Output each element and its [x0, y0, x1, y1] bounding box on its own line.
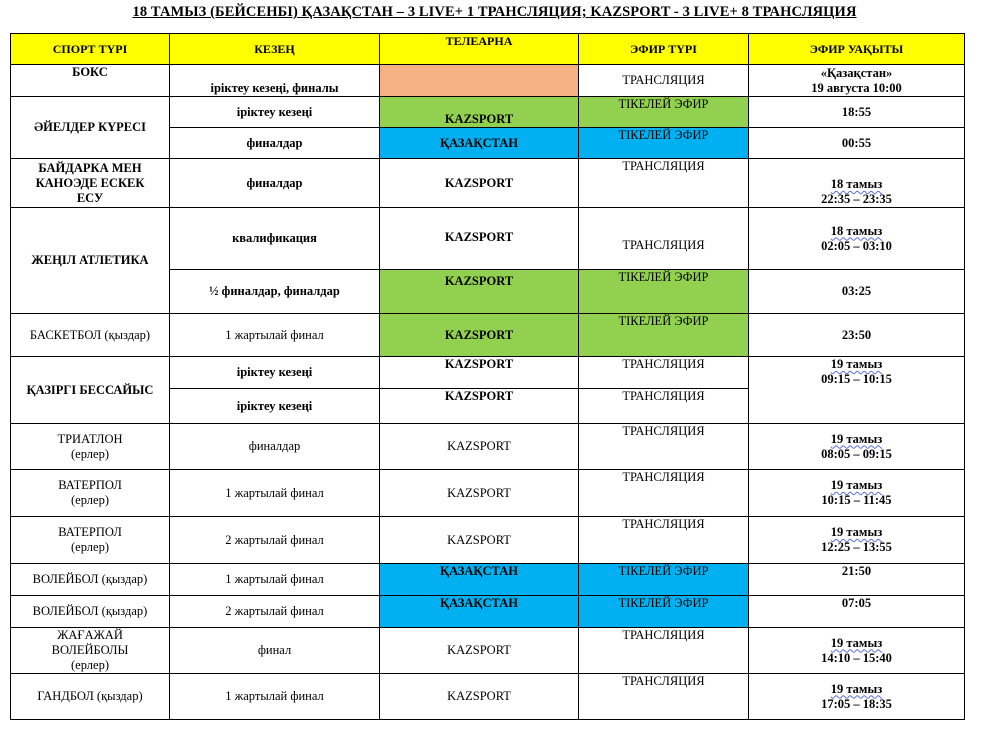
header-time: ЭФИР УАҚЫТЫ [749, 34, 965, 65]
type-cell: ТРАНСЛЯЦИЯ [579, 208, 749, 270]
header-type: ЭФИР ТҮРІ [579, 34, 749, 65]
type-cell: ТРАНСЛЯЦИЯ [579, 424, 749, 470]
type-cell: ТІКЕЛЕЙ ЭФИР [579, 128, 749, 159]
sport-line: ВОЛЕЙБОЛЫ [51, 643, 129, 657]
time-date: 19 тамыз [830, 525, 883, 539]
time-cell [749, 674, 965, 720]
type-cell: ТРАНСЛЯЦИЯ [579, 65, 749, 97]
sport-cell [11, 517, 170, 564]
type-cell: ТРАНСЛЯЦИЯ [579, 628, 749, 674]
channel-cell: KAZSPORT [380, 674, 579, 720]
sport-cell [11, 470, 170, 517]
header-stage: КЕЗЕҢ [170, 34, 380, 65]
time-cell: 00:55 [749, 128, 965, 159]
sport-cell: ВОЛЕЙБОЛ (қыздар) [11, 596, 170, 628]
sport-cell [11, 628, 170, 674]
table-row [11, 357, 965, 389]
sport-cell: ВОЛЕЙБОЛ (қыздар) [11, 564, 170, 596]
channel-cell: KAZSPORT [380, 517, 579, 564]
stage-cell: финал [170, 628, 380, 674]
time-range: 02:05 – 03:10 [821, 238, 892, 253]
channel-cell: KAZSPORT [380, 97, 579, 128]
time-channel: «Қазақстан» [820, 65, 893, 80]
stage-cell: 1 жартылай финал [170, 314, 380, 357]
sport-line: ТРИАТЛОН [57, 431, 123, 446]
channel-cell: KAZSPORT [380, 470, 579, 517]
sport-cell: ӘЙЕЛДЕР КҮРЕСІ [11, 97, 170, 159]
stage-cell: 2 жартылай финал [170, 517, 380, 564]
stage-cell: іріктеу кезеңі [170, 357, 380, 389]
channel-cell: KAZSPORT [380, 208, 579, 270]
time-date: 19 тамыз [830, 681, 883, 696]
table-row [11, 564, 965, 596]
time-date: 19 тамыз [830, 635, 883, 650]
schedule-table [10, 33, 965, 720]
sport-line: (ерлер) [71, 446, 109, 461]
type-cell: ТРАНСЛЯЦИЯ [579, 470, 749, 517]
type-cell: ТРАНСЛЯЦИЯ [579, 389, 749, 424]
channel-cell: KAZSPORT [380, 314, 579, 357]
time-cell [749, 628, 965, 674]
channel-cell: KAZSPORT [380, 357, 579, 389]
table-row [11, 65, 965, 97]
sport-cell: ГАНДБОЛ (қыздар) [11, 674, 170, 720]
sport-line: ВАТЕРПОЛ [58, 478, 122, 492]
time-range: 08:05 – 09:15 [821, 446, 892, 461]
table-row [11, 314, 965, 357]
channel-cell: ҚАЗАҚСТАН [380, 564, 579, 596]
table-row [11, 208, 965, 270]
stage-cell: финалдар [170, 159, 380, 208]
type-cell: ТІКЕЛЕЙ ЭФИР [579, 270, 749, 314]
channel-cell: ҚАЗАҚСТАН [380, 128, 579, 159]
time-range: 10:15 – 11:45 [821, 493, 892, 507]
type-cell: ТІКЕЛЕЙ ЭФИР [579, 97, 749, 128]
stage-cell: іріктеу кезеңі, финалы [170, 65, 380, 97]
sport-line: (ерлер) [71, 658, 109, 672]
time-cell: 03:25 [749, 270, 965, 314]
type-cell: ТРАНСЛЯЦИЯ [579, 517, 749, 564]
time-date: 19 тамыз [830, 478, 883, 492]
table-row [11, 674, 965, 720]
type-cell: ТРАНСЛЯЦИЯ [579, 674, 749, 720]
time-range: 22:35 – 23:35 [821, 192, 892, 206]
time-cell: 21:50 [749, 564, 965, 596]
channel-cell: KAZSPORT [380, 389, 579, 424]
stage-cell: финалдар [170, 424, 380, 470]
type-cell: ТІКЕЛЕЙ ЭФИР [579, 564, 749, 596]
channel-cell: ҚАЗАҚСТАН [380, 596, 579, 628]
table-row [11, 517, 965, 564]
table-row [11, 596, 965, 628]
sport-cell [11, 159, 170, 208]
sport-line: ЕСУ [76, 190, 104, 205]
type-cell: ТРАНСЛЯЦИЯ [579, 357, 749, 389]
type-cell: ТІКЕЛЕЙ ЭФИР [579, 314, 749, 357]
sport-line: ЖАҒАЖАЙ [57, 628, 123, 642]
header-channel: ТЕЛЕАРНА [380, 34, 579, 65]
channel-cell: KAZSPORT [380, 424, 579, 470]
time-date: 18 тамыз [830, 223, 883, 238]
type-cell: ТРАНСЛЯЦИЯ [579, 159, 749, 208]
sport-line: БАЙДАРКА МЕН [38, 160, 142, 175]
time-cell [749, 517, 965, 564]
time-cell: 23:50 [749, 314, 965, 357]
sport-cell: ҚАЗІРГІ БЕССАЙЫС [11, 357, 170, 424]
stage-cell: 1 жартылай финал [170, 470, 380, 517]
channel-cell: KAZSPORT [380, 628, 579, 674]
time-range: 12:25 – 13:55 [821, 540, 892, 554]
time-cell: 18:55 [749, 97, 965, 128]
header-sport: СПОРТ ТҮРІ [11, 34, 170, 65]
channel-cell: KAZSPORT [380, 159, 579, 208]
time-cell [749, 208, 965, 270]
channel-cell: KAZSPORT [380, 270, 579, 314]
stage-cell: іріктеу кезеңі [170, 389, 380, 424]
time-range: 09:15 – 10:15 [821, 372, 892, 386]
sport-cell: ЖЕҢІЛ АТЛЕТИКА [11, 208, 170, 314]
time-range: 14:10 – 15:40 [821, 650, 892, 665]
time-cell [749, 65, 965, 97]
sport-line: (ерлер) [71, 493, 109, 507]
table-row [11, 159, 965, 208]
stage-cell: 1 жартылай финал [170, 564, 380, 596]
time-cell [749, 159, 965, 208]
table-row [11, 628, 965, 674]
header-row [11, 34, 965, 65]
time-cell: 07:05 [749, 596, 965, 628]
time-value: 19 августа 10:00 [811, 80, 902, 95]
table-row [11, 97, 965, 128]
stage-cell: финалдар [170, 128, 380, 159]
stage-cell: 2 жартылай финал [170, 596, 380, 628]
sport-cell: БАСКЕТБОЛ (қыздар) [11, 314, 170, 357]
table-row [11, 424, 965, 470]
time-cell [749, 357, 965, 424]
stage-cell: квалификация [170, 208, 380, 270]
stage-cell: ½ финалдар, финалдар [170, 270, 380, 314]
channel-cell [380, 65, 579, 97]
type-cell: ТІКЕЛЕЙ ЭФИР [579, 596, 749, 628]
time-date: 18 тамыз [830, 177, 883, 191]
table-row [11, 470, 965, 517]
time-cell [749, 470, 965, 517]
sport-line: КАНОЭДЕ ЕСКЕК [35, 175, 145, 190]
time-date: 19 тамыз [830, 431, 883, 446]
sport-line: ВАТЕРПОЛ [58, 525, 122, 539]
time-cell [749, 424, 965, 470]
stage-cell: 1 жартылай финал [170, 674, 380, 720]
sport-line: (ерлер) [71, 540, 109, 554]
time-date: 19 тамыз [830, 357, 883, 371]
sport-cell: БОКС [11, 65, 170, 97]
sport-cell [11, 424, 170, 470]
time-range: 17:05 – 18:35 [821, 696, 892, 711]
stage-cell: іріктеу кезеңі [170, 97, 380, 128]
page-title: 18 ТАМЫЗ (БЕЙСЕНБІ) ҚАЗАҚСТАН – 3 LIVE+ 1 ТРАНСЛЯЦИЯ; KAZSPORT - 3 LIVE+ 8 ТРАНСЛЯЦИЯ [132, 4, 857, 20]
